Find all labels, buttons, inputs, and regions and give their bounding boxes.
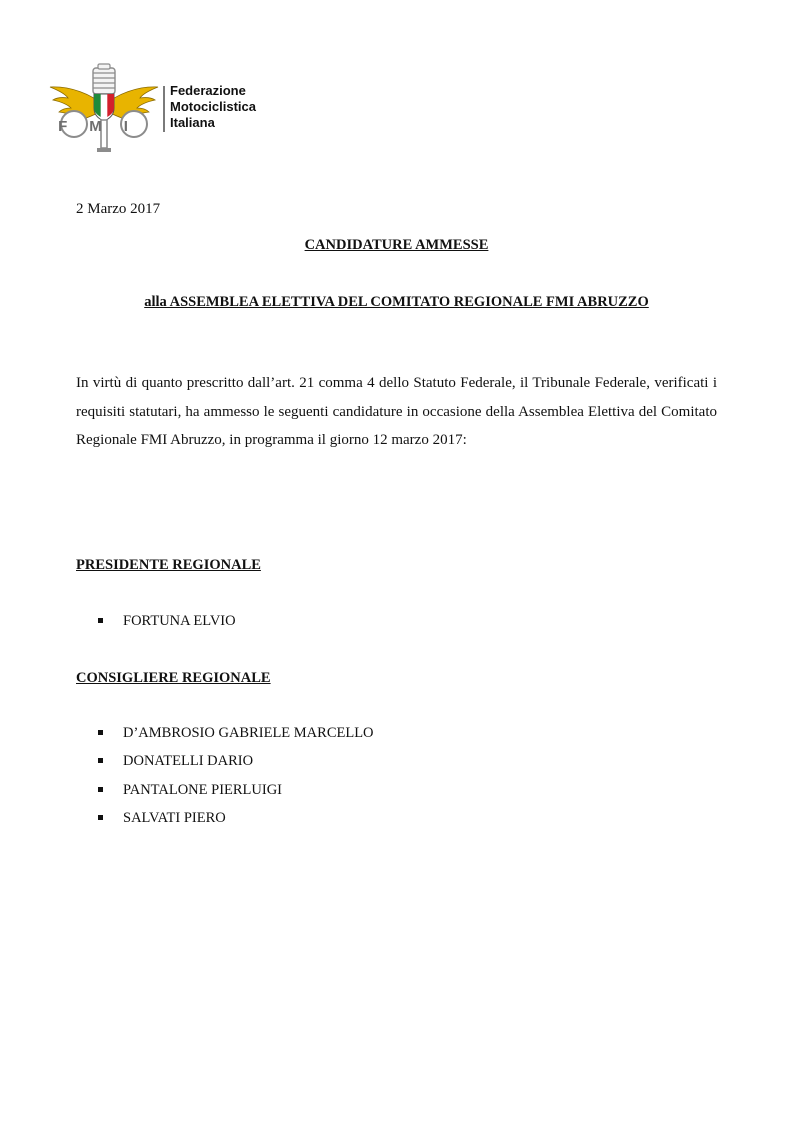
logo-letters: FMI	[58, 118, 150, 135]
document-date: 2 Marzo 2017	[76, 201, 161, 217]
org-name-line-3: Italiana	[170, 115, 215, 130]
intro-paragraph: In virtù di quanto prescritto dall’art. 21 comma 4 dello Statuto Federale, il Tribunale Federale, verificati i requisiti statutari, ha ammesso le seguenti candidature in occasione della Assemblea Elettiva del Comitato Regionale FMI Abruzzo, in programma il giorno 12 marzo 2017:	[76, 375, 717, 448]
candidate-name: DONATELLI DARIO	[123, 753, 254, 770]
bullet-icon	[98, 730, 103, 735]
council-heading: CONSIGLIERE REGIONALE	[76, 670, 271, 686]
fmi-winged-logo-icon	[48, 62, 160, 154]
candidate-name: SALVATI PIERO	[123, 809, 226, 826]
bullet-icon	[98, 815, 103, 820]
document-title: CANDIDATURE AMMESSE	[304, 237, 489, 253]
org-name-line-1: Federazione	[170, 83, 246, 98]
organization-name	[170, 83, 256, 131]
president-heading: PRESIDENTE REGIONALE	[76, 557, 261, 573]
bullet-icon	[98, 618, 103, 623]
logo-divider	[163, 86, 165, 132]
org-name-line-2: Motociclistica	[170, 99, 256, 114]
candidate-name: PANTALONE PIERLUIGI	[123, 781, 283, 798]
logo-engine	[93, 68, 115, 94]
bullet-icon	[98, 787, 103, 792]
bullet-icon	[98, 758, 103, 763]
candidate-name: D’AMBROSIO GABRIELE MARCELLO	[123, 725, 374, 741]
document-subtitle: alla ASSEMBLEA ELETTIVA DEL COMITATO REGIONALE FMI ABRUZZO	[144, 294, 649, 310]
candidate-name: FORTUNA ELVIO	[123, 613, 236, 629]
